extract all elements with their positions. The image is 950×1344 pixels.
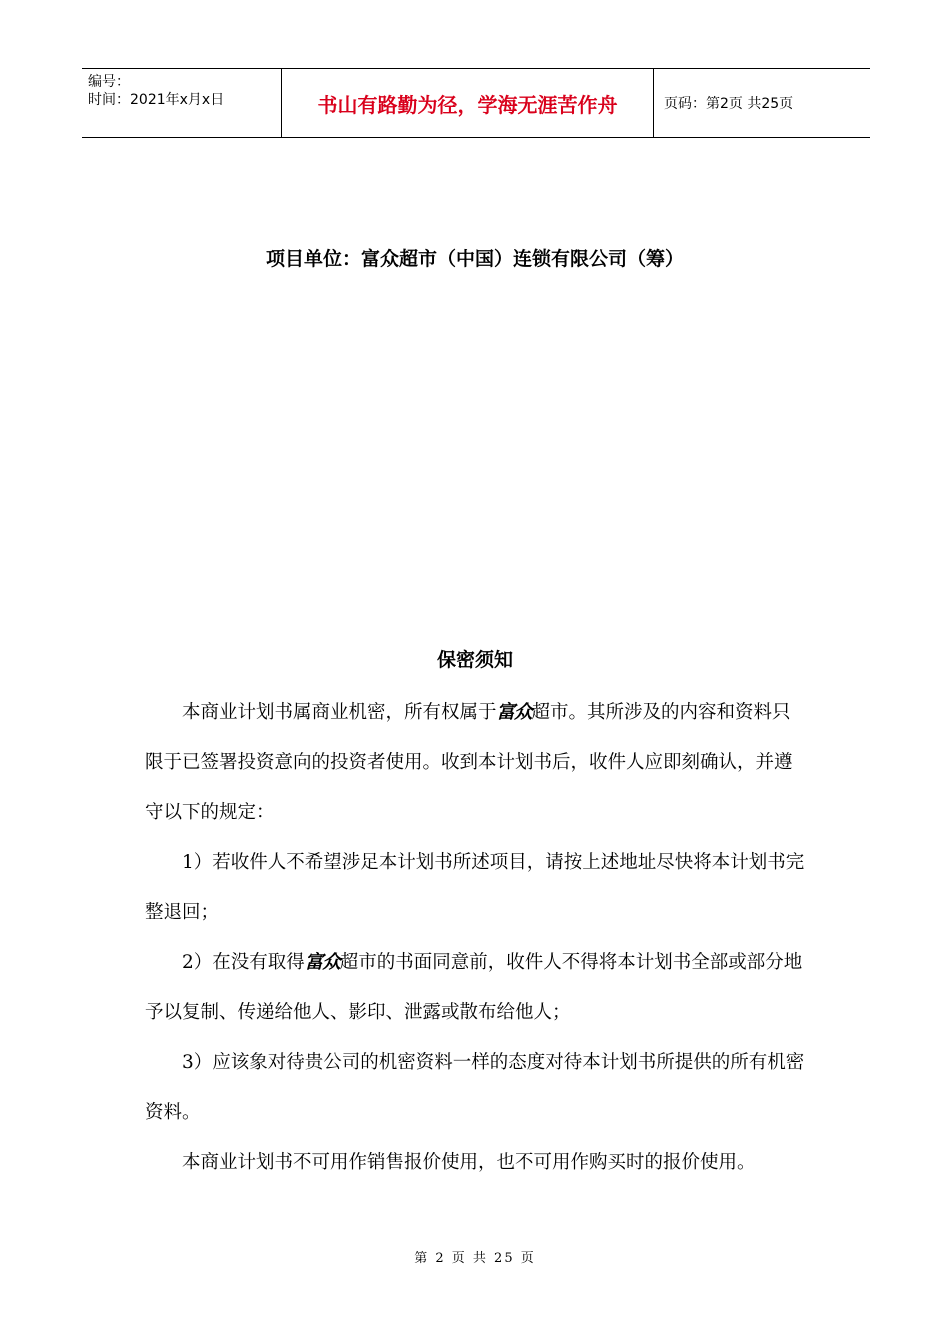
- brand-name: 富众: [496, 702, 532, 723]
- header-meta: [82, 69, 282, 137]
- code-label: 编号：: [88, 74, 130, 90]
- header-page-label: 页码：第2页 共25页: [664, 96, 794, 112]
- time-label: 时间：2021年x月x日: [88, 92, 225, 108]
- brand-name-2: 富众: [304, 952, 340, 973]
- project-unit: 项目单位：富众超市（中国）连锁有限公司（筹）: [265, 248, 684, 270]
- page-header: [82, 68, 870, 138]
- para1-start: 本商业计划书属商业机密，所有权属于: [182, 702, 497, 723]
- notice-paragraph-last: 本商业计划书不可用作销售报价使用，也不可用作购买时的报价使用。: [182, 1152, 756, 1173]
- page-footer: 第 2 页 共 25 页: [414, 1251, 536, 1266]
- notice-item-3: 3）应该象对待贵公司的机密资料一样的态度对待本计划书所提供的所有机密资料。: [145, 1052, 805, 1123]
- notice-item-2: [145, 938, 805, 1038]
- notice-item-1: 1）若收件人不希望涉足本计划书所述项目，请按上述地址尽快将本计划书完整退回；: [145, 852, 805, 923]
- notice-body: [145, 688, 805, 1188]
- item2-start: 2）在没有取得: [182, 952, 305, 973]
- header-motto: 书山有路勤为径，学海无涯苦作舟: [282, 69, 654, 137]
- item2-end: 超市的书面同意前，收件人不得将本计划书全部或部分地予以复制、传递给他人、影印、泄露或散布给他人；: [145, 952, 803, 1023]
- notice-paragraph-1: [145, 688, 805, 838]
- para1-end: 超市。其所涉及的内容和资料只限于已签署投资意向的投资者使用。收到本计划书后，收件人应即刻确认，并遵守以下的规定：: [145, 702, 793, 823]
- notice-title: 保密须知: [436, 649, 513, 671]
